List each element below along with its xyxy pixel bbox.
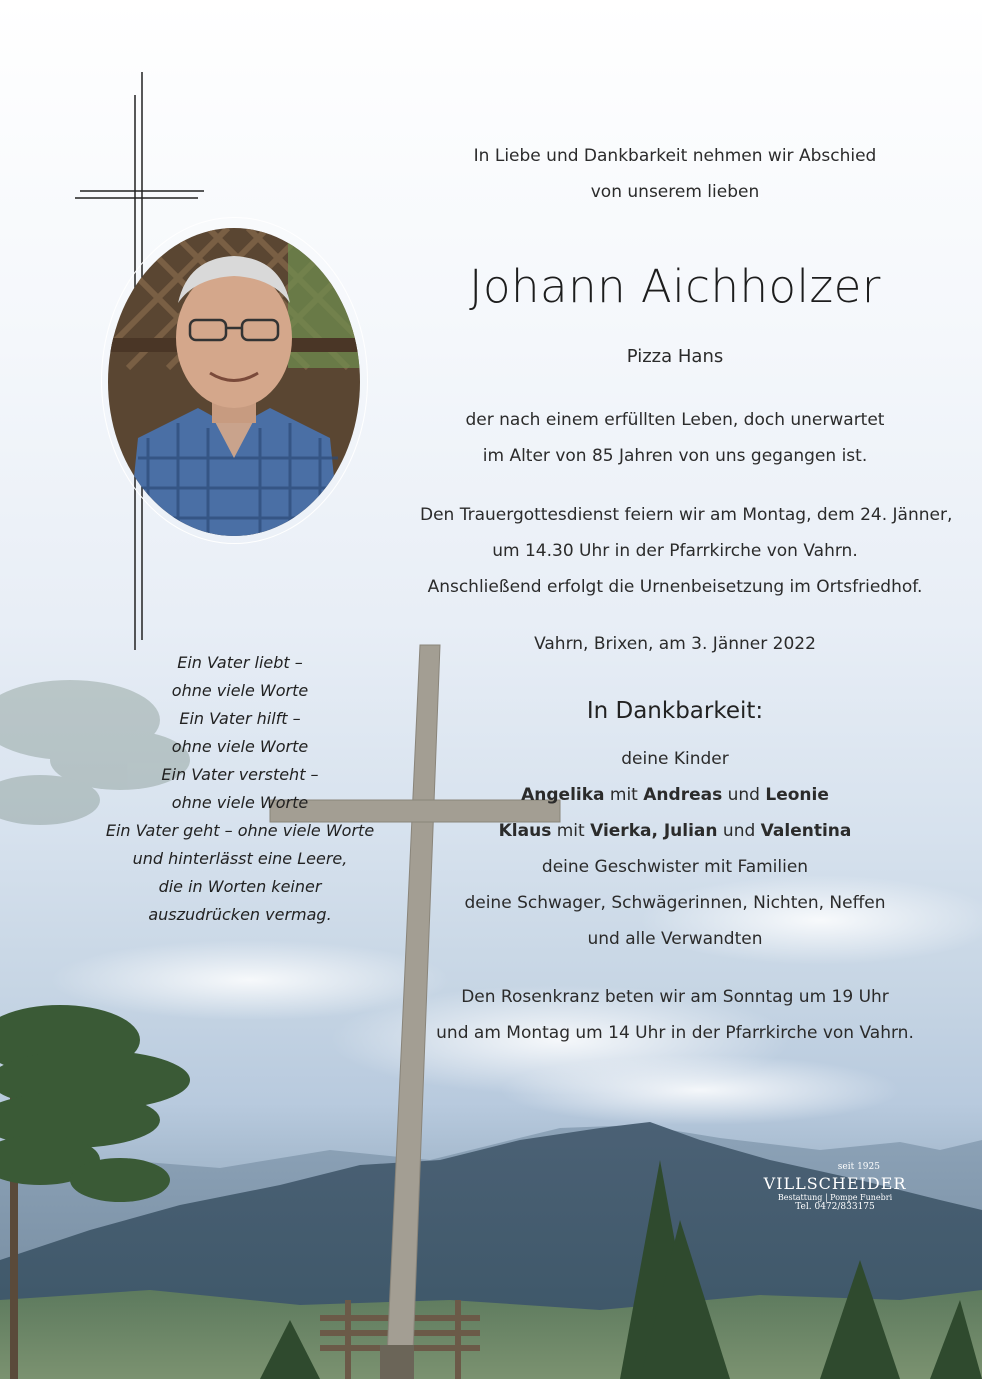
passing-line-1: der nach einem erfüllten Leben, doch unerwartet: [465, 410, 885, 430]
connector-and: und: [722, 785, 766, 805]
deceased-nickname: Pizza Hans: [626, 346, 724, 367]
poem-line: Ein Vater geht – ohne viele Worte: [105, 821, 375, 840]
siblings-line: deine Geschwister mit Familien: [541, 857, 809, 877]
rosary-line-2: und am Montag um 14 Uhr in der Pfarrkirche von Vahrn.: [436, 1023, 914, 1043]
poem-line: Ein Vater liebt –: [177, 653, 303, 672]
poem-line: Ein Vater versteht –: [161, 765, 319, 784]
name-andreas: Andreas: [643, 785, 723, 805]
deceased-name: Johann Aichholzer: [469, 260, 881, 313]
logo-subtitle: Bestattung | Pompe Funebri: [777, 1193, 893, 1202]
poem-line: die in Worten keiner: [158, 877, 322, 896]
poem-line: auszudrücken vermag.: [148, 905, 332, 924]
poem-line: ohne viele Worte: [171, 737, 309, 756]
poem-line: und hinterlässt eine Leere,: [132, 849, 348, 868]
name-leonie: Leonie: [765, 785, 829, 805]
family-line-1: [420, 785, 930, 805]
connector-with: mit: [604, 785, 644, 805]
name-valentina: Valentina: [760, 821, 852, 841]
service-line-1: Den Trauergottesdienst feiern wir am Montag, dem 24. Jänner,: [420, 505, 953, 525]
relatives-line: und alle Verwandten: [587, 929, 763, 949]
logo-brand: VILLSCHEIDER: [763, 1174, 907, 1193]
intro-line-1: In Liebe und Dankbarkeit nehmen wir Abschied: [473, 146, 877, 166]
connector-and: und: [717, 821, 761, 841]
connector-with: mit: [551, 821, 591, 841]
logo-phone: Tel. 0472/833175: [795, 1202, 875, 1212]
funeral-home-logo: [760, 1162, 910, 1212]
passing-line-2: im Alter von 85 Jahren von uns gegangen ist.: [482, 446, 868, 466]
inlaws-line: deine Schwager, Schwägerinnen, Nichten, Neffen: [464, 893, 886, 913]
intro-line-2: von unserem lieben: [590, 182, 760, 202]
rosary-line-1: Den Rosenkranz beten wir am Sonntag um 19 Uhr: [461, 987, 889, 1007]
gratitude-heading: In Dankbarkeit:: [586, 698, 764, 724]
logo-since: seit 1925: [837, 1162, 880, 1172]
poem: [100, 0, 380, 1379]
family-line-2: [420, 821, 930, 841]
poem-line: ohne viele Worte: [171, 681, 309, 700]
poem-line: Ein Vater hilft –: [179, 709, 301, 728]
children-label: deine Kinder: [621, 749, 729, 769]
name-vierka-julian: Vierka, Julian: [590, 821, 718, 841]
service-line-2: um 14.30 Uhr in der Pfarrkirche von Vahrn.: [492, 541, 858, 561]
name-angelika: Angelika: [521, 785, 605, 805]
place-date: Vahrn, Brixen, am 3. Jänner 2022: [534, 634, 816, 654]
poem-line: ohne viele Worte: [171, 793, 309, 812]
service-line-3: Anschließend erfolgt die Urnenbeisetzung im Ortsfriedhof.: [427, 577, 923, 597]
name-klaus: Klaus: [498, 821, 552, 841]
